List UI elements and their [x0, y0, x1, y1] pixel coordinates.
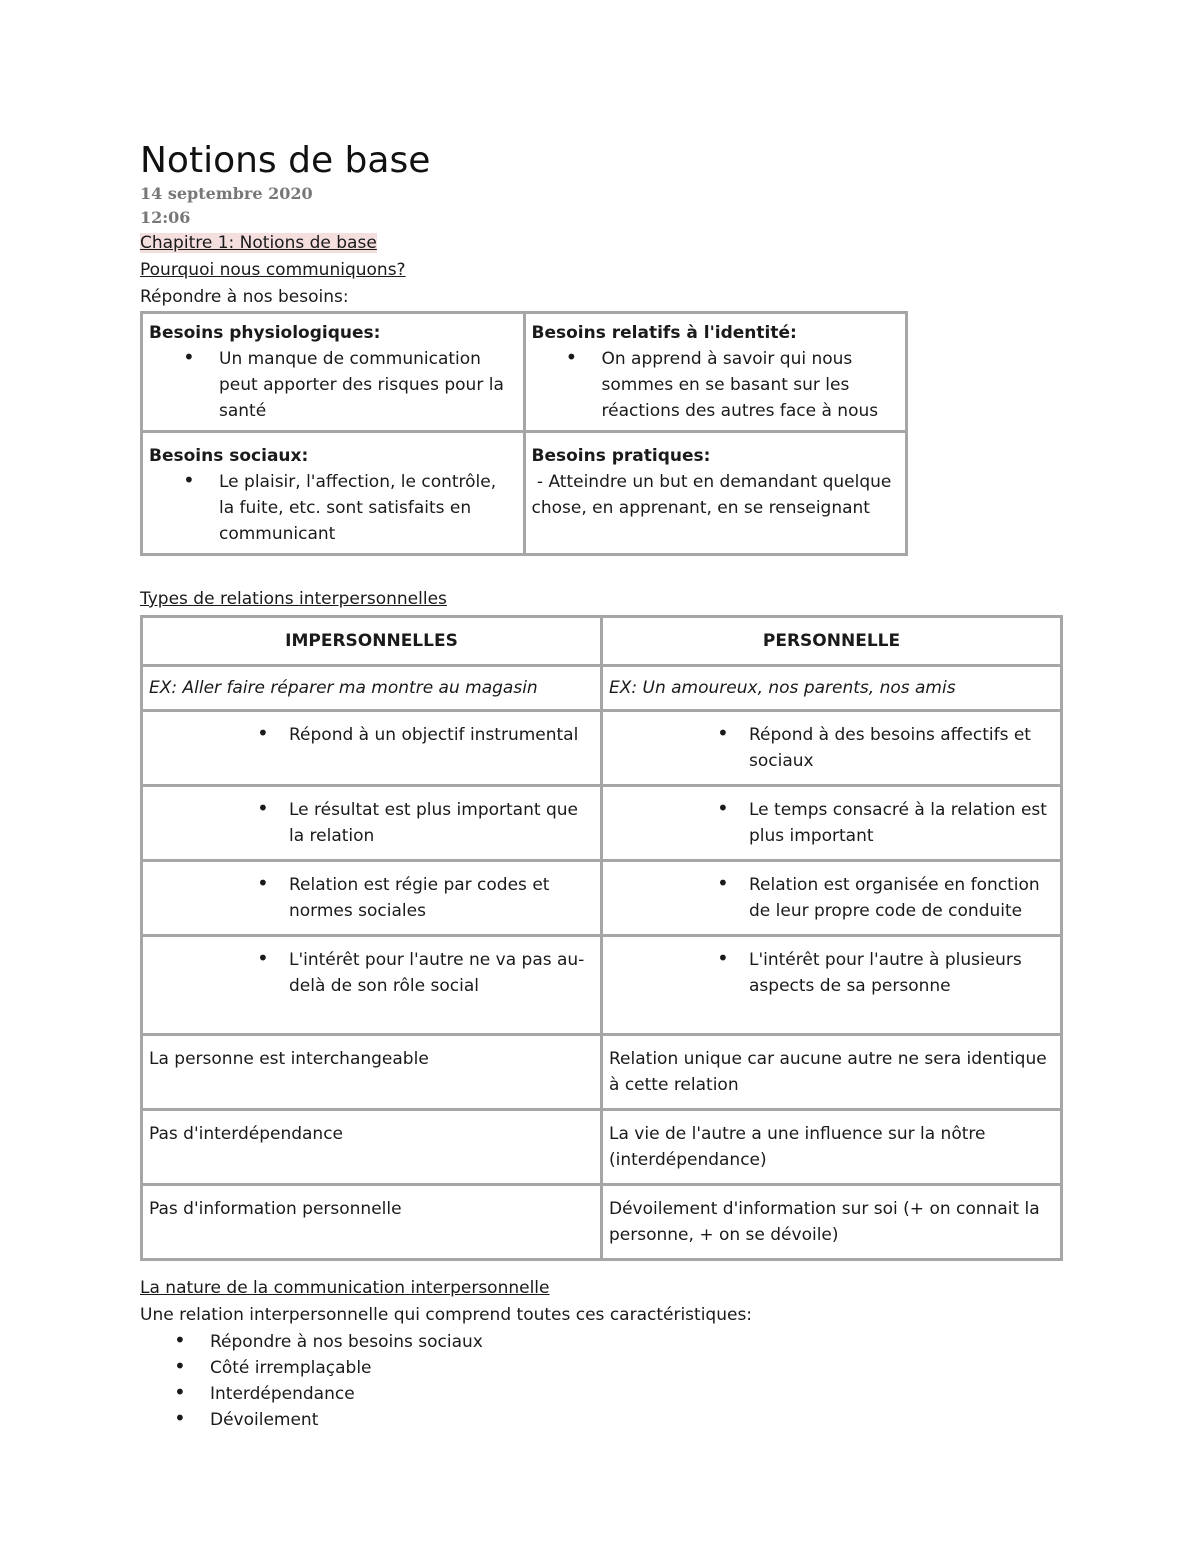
- table-cell: [142, 711, 602, 786]
- table-cell: Pas d'information personnelle: [142, 1185, 602, 1260]
- cell-bullet: • Le résultat est plus important que la relation: [149, 793, 594, 853]
- table-cell: [602, 711, 1062, 786]
- list-item: • Interdépendance: [140, 1381, 1070, 1407]
- table-cell: La vie de l'autre a une influence sur la nôtre (interdépendance): [602, 1110, 1062, 1185]
- table-cell: Relation unique car aucune autre ne sera identique à cette relation: [602, 1035, 1062, 1110]
- list-item: • Répondre à nos besoins sociaux: [140, 1329, 1070, 1355]
- cell-bullet: • Relation est régie par codes et normes sociales: [149, 868, 594, 928]
- table-cell: Dévoilement d'information sur soi (+ on connait la personne, + on se dévoile): [602, 1185, 1062, 1260]
- question-heading: Pourquoi nous communiquons?: [140, 260, 406, 280]
- table-cell: [602, 786, 1062, 861]
- chapter-heading: Chapitre 1: Notions de base: [140, 233, 377, 253]
- note-page: [140, 140, 1070, 1433]
- needs-heading: Besoins physiologiques:: [149, 323, 381, 343]
- note-time: 12:06: [140, 208, 191, 227]
- table-cell: [142, 936, 602, 1035]
- cell-bullet: • Répond à des besoins affectifs et sociaux: [609, 718, 1054, 778]
- example-cell: EX: Un amoureux, nos parents, nos amis: [602, 666, 1062, 711]
- needs-cell: [142, 432, 525, 555]
- relations-heading: Types de relations interpersonnelles: [140, 589, 447, 609]
- table-cell: [602, 936, 1062, 1035]
- table-cell: Pas d'interdépendance: [142, 1110, 602, 1185]
- note-date: 14 septembre 2020: [140, 184, 313, 203]
- page-title: Notions de base: [140, 140, 431, 181]
- nature-list: [140, 1329, 1070, 1433]
- nature-intro: Une relation interpersonnelle qui comprend toutes ces caractéristiques:: [140, 1305, 753, 1325]
- cell-bullet: • L'intérêt pour l'autre ne va pas au-delà de son rôle social: [149, 943, 594, 1003]
- table-cell: [142, 861, 602, 936]
- needs-bullet: • Un manque de communication peut apporter des risques pour la santé: [149, 346, 517, 424]
- needs-cell: [524, 313, 907, 432]
- needs-text: - Atteindre un but en demandant quelque chose, en apprenant, en se renseignant: [531, 472, 897, 518]
- needs-heading: Besoins sociaux:: [149, 446, 309, 466]
- relations-table: [140, 615, 1063, 1261]
- table-cell: [142, 786, 602, 861]
- table-cell: La personne est interchangeable: [142, 1035, 602, 1110]
- needs-cell: [142, 313, 525, 432]
- cell-bullet: • L'intérêt pour l'autre à plusieurs aspects de sa personne: [609, 943, 1054, 1003]
- nature-heading: La nature de la communication interpersonnelle: [140, 1278, 550, 1298]
- cell-bullet: • Relation est organisée en fonction de leur propre code de conduite: [609, 868, 1054, 928]
- table-cell: [602, 861, 1062, 936]
- needs-bullet: • Le plaisir, l'affection, le contrôle, la fuite, etc. sont satisfaits en communicant: [149, 469, 517, 547]
- needs-cell: [524, 432, 907, 555]
- cell-bullet: • Répond à un objectif instrumental: [149, 718, 594, 752]
- column-header: IMPERSONNELLES: [142, 617, 602, 666]
- needs-heading: Besoins relatifs à l'identité:: [531, 323, 797, 343]
- needs-bullet: • On apprend à savoir qui nous sommes en se basant sur les réactions des autres face à nous: [532, 346, 900, 424]
- needs-table: [140, 311, 908, 556]
- cell-bullet: • Le temps consacré à la relation est plus important: [609, 793, 1054, 853]
- intro-text: Répondre à nos besoins:: [140, 287, 349, 307]
- list-item: • Dévoilement: [140, 1407, 1070, 1433]
- column-header: PERSONNELLE: [602, 617, 1062, 666]
- needs-heading: Besoins pratiques:: [531, 446, 711, 466]
- example-cell: EX: Aller faire réparer ma montre au magasin: [142, 666, 602, 711]
- list-item: • Côté irremplaçable: [140, 1355, 1070, 1381]
